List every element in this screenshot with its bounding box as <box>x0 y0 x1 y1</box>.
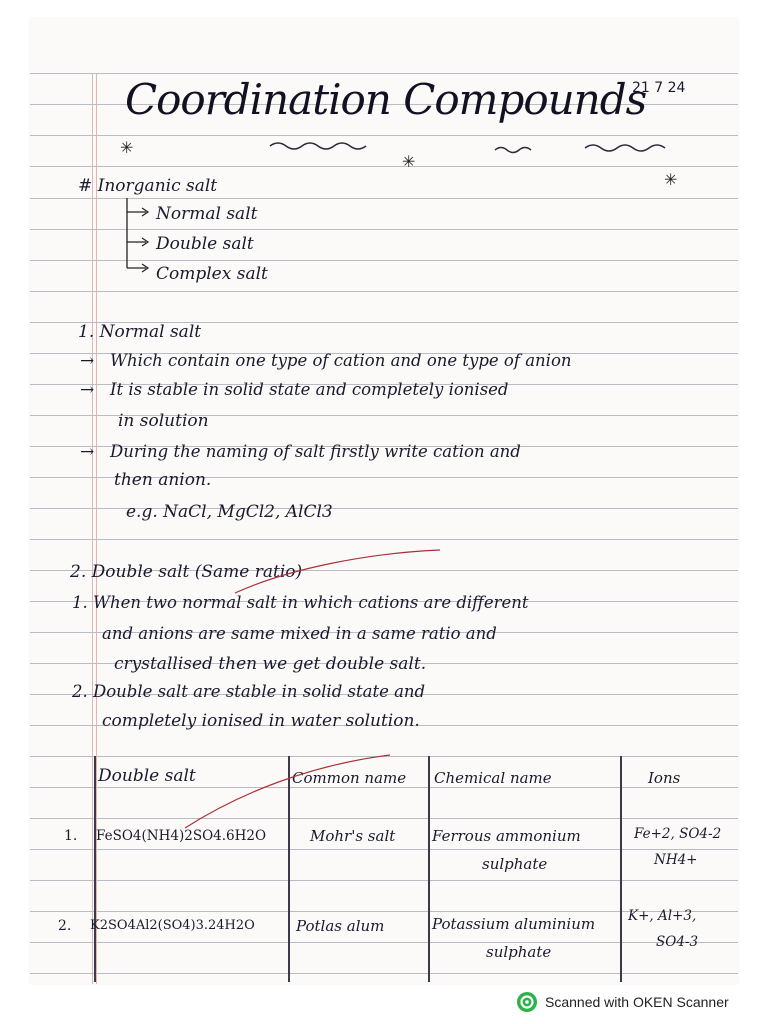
note-line: During the naming of salt firstly write cation and <box>110 442 521 461</box>
table-row-number: 1. <box>64 828 78 844</box>
star-icon: ✳ <box>402 152 416 171</box>
ruled-line <box>30 73 738 74</box>
section-heading: 1. Normal salt <box>78 322 202 342</box>
table-header: Common name <box>292 769 407 787</box>
margin-line <box>96 73 97 984</box>
ruled-line <box>30 880 738 881</box>
ink-stroke <box>230 538 450 598</box>
arrow-icon: → <box>80 351 95 371</box>
table-row-number: 2. <box>58 918 72 934</box>
arrow-icon: → <box>80 380 95 400</box>
table-header: Double salt <box>98 766 196 786</box>
table-cell-common: Potlas alum <box>296 917 385 935</box>
ruled-line <box>30 291 738 292</box>
table-border <box>94 756 96 982</box>
date: 21 7 24 <box>632 80 686 96</box>
note-line: 1. When two normal salt in which cations are different <box>72 593 529 612</box>
section-heading: 2. Double salt (Same ratio) <box>70 562 303 582</box>
table-cell-chemical: sulphate <box>486 943 552 961</box>
table-border <box>620 756 622 982</box>
table-cell-formula: FeSO4(NH4)2SO4.6H2O <box>96 828 267 844</box>
note-line: crystallised then we get double salt. <box>114 654 427 674</box>
example-formulas: e.g. NaCl, MgCl2, AlCl3 <box>126 502 333 522</box>
table-header: Ions <box>648 769 681 787</box>
table-border <box>428 756 430 982</box>
ruled-line <box>30 849 738 850</box>
tree-branch: Double salt <box>156 234 254 254</box>
table-cell-ions: SO4-3 <box>656 934 699 950</box>
classification-heading: # Inorganic salt <box>78 176 218 196</box>
note-line: Which contain one type of cation and one type of anion <box>110 351 572 370</box>
note-line: then anion. <box>114 470 212 490</box>
table-cell-common: Mohr's salt <box>310 827 396 845</box>
scanner-label: Scanned with OKEN Scanner <box>545 994 729 1010</box>
table-cell-chemical: Ferrous ammonium <box>432 827 581 845</box>
star-icon: ✳ <box>664 170 678 189</box>
table-cell-ions: K+, Al+3, <box>628 908 697 924</box>
notebook-page <box>30 18 738 984</box>
table-cell-chemical: sulphate <box>482 855 548 873</box>
table-cell-ions: NH4+ <box>654 852 698 868</box>
note-line: It is stable in solid state and completely ionised <box>110 380 509 399</box>
table-cell-chemical: Potassium aluminium <box>432 915 596 933</box>
scanner-logo-icon <box>516 991 538 1013</box>
arrow-icon: → <box>80 442 95 462</box>
ink-stroke <box>180 753 400 833</box>
note-line: 2. Double salt are stable in solid state and <box>72 682 426 701</box>
scanner-watermark <box>516 990 729 1014</box>
tree-branch: Complex salt <box>156 264 268 284</box>
star-icon: ✳ <box>120 138 134 157</box>
table-cell-ions: Fe+2, SO4-2 <box>634 826 722 842</box>
table-header: Chemical name <box>434 769 552 787</box>
ruled-line <box>30 973 738 974</box>
page-title: Coordination Compounds <box>125 75 647 124</box>
note-line: completely ionised in water solution. <box>102 711 420 731</box>
note-line: and anions are same mixed in a same ratio and <box>102 624 497 643</box>
table-cell-formula: K2SO4Al2(SO4)3.24H2O <box>90 918 255 933</box>
tree-branch: Normal salt <box>156 204 258 224</box>
margin-line <box>92 73 93 984</box>
note-line: in solution <box>118 411 209 431</box>
ruled-line <box>30 942 738 943</box>
